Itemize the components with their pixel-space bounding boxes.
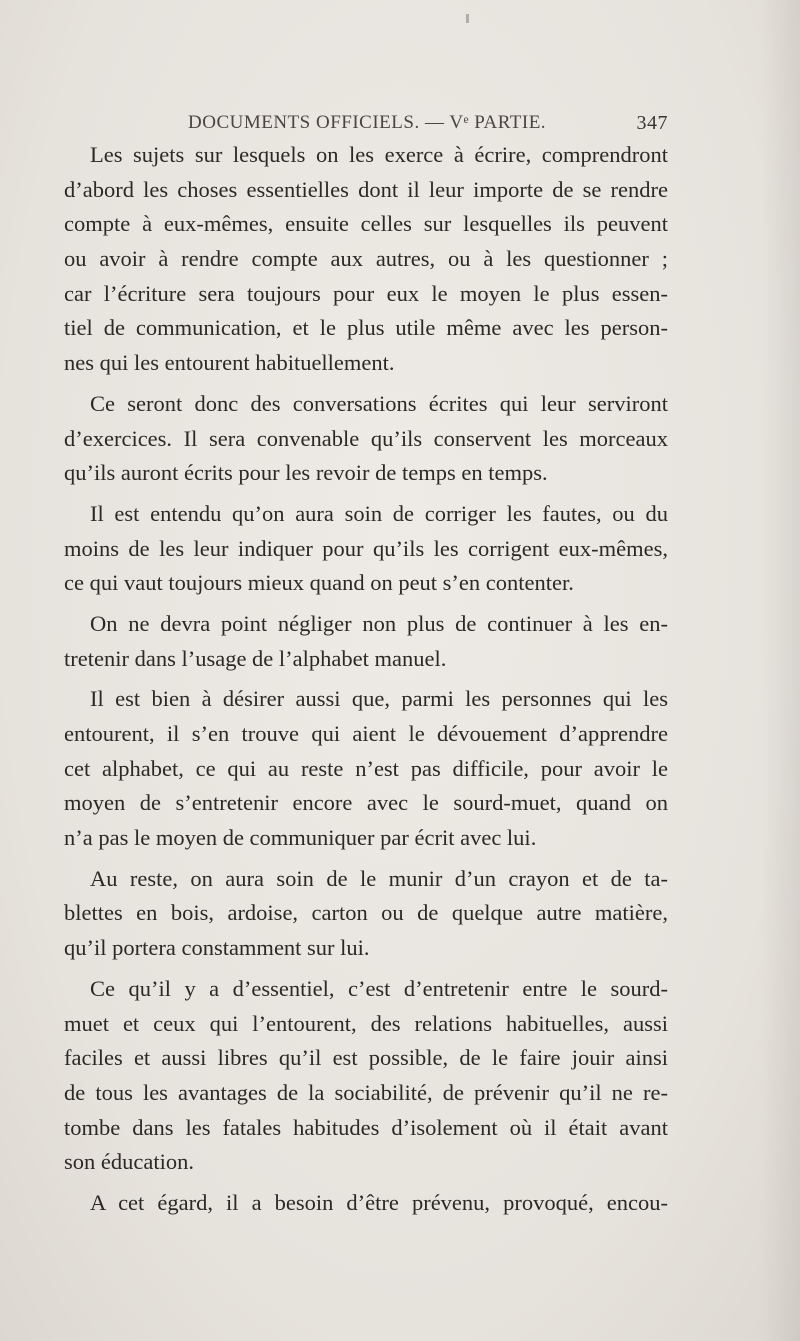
text-line: qu’il portera constamment sur lui. bbox=[64, 935, 370, 961]
text-line: tiel de communication, et le plus utile même avec les person- bbox=[64, 315, 668, 341]
text-line: ou avoir à rendre compte aux autres, ou à les questionner ; bbox=[64, 246, 668, 272]
body-text bbox=[64, 138, 668, 1221]
running-head-title: DOCUMENTS OFFICIELS. — Vᵉ PARTIE. bbox=[188, 112, 547, 133]
text-line: de tous les avantages de la sociabilité, de prévenir qu’il ne re- bbox=[64, 1079, 668, 1105]
text-line: A cet égard, il a besoin d’être prévenu, provoqué, encou- bbox=[90, 1189, 668, 1215]
paragraph bbox=[64, 497, 668, 601]
paragraph bbox=[64, 138, 668, 381]
running-head bbox=[188, 112, 668, 138]
paragraph bbox=[64, 387, 668, 491]
paragraph bbox=[64, 862, 668, 966]
text-line: Il est entendu qu’on aura soin de corriger les fautes, ou du bbox=[90, 500, 668, 526]
text-line: tombe dans les fatales habitudes d’isolement où il était avant bbox=[64, 1114, 668, 1140]
paragraph bbox=[64, 972, 668, 1180]
text-line: cet alphabet, ce qui au reste n’est pas difficile, pour avoir le bbox=[64, 755, 668, 781]
paragraph bbox=[64, 1186, 668, 1221]
text-line: Au reste, on aura soin de le munir d’un crayon et de ta- bbox=[90, 865, 668, 891]
text-line: tretenir dans l’usage de l’alphabet manuel. bbox=[64, 645, 447, 671]
text-line: d’exercices. Il sera convenable qu’ils conservent les morceaux bbox=[64, 425, 668, 451]
text-line: Ce seront donc des conversations écrites qui leur serviront bbox=[90, 390, 668, 416]
text-line: muet et ceux qui l’entourent, des relations habituelles, aussi bbox=[64, 1010, 668, 1036]
text-line: nes qui les entourent habituellement. bbox=[64, 350, 395, 376]
text-line: son éducation. bbox=[64, 1149, 194, 1175]
printer-mark bbox=[466, 14, 469, 23]
text-line: moins de les leur indiquer pour qu’ils les corrigent eux-mêmes, bbox=[64, 535, 668, 561]
text-line: entourent, il s’en trouve qui aient le dévouement d’apprendre bbox=[64, 721, 668, 746]
text-line: Ce qu’il y a d’essentiel, c’est d’entretenir entre le sourd- bbox=[90, 975, 668, 1001]
text-line: d’abord les choses essentielles dont il leur importe de se rendre bbox=[64, 176, 668, 202]
paragraph bbox=[64, 607, 668, 676]
text-line: Il est bien à désirer aussi que, parmi les personnes qui les bbox=[90, 686, 668, 712]
paragraph bbox=[64, 682, 668, 855]
text-line: moyen de s’entretenir encore avec le sourd-muet, quand on bbox=[64, 790, 668, 816]
text-line: faciles et aussi libres qu’il est possible, de le faire jouir ainsi bbox=[64, 1045, 668, 1071]
text-line: compte à eux-mêmes, ensuite celles sur lesquelles ils peuvent bbox=[64, 211, 668, 237]
text-line: blettes en bois, ardoise, carton ou de quelque autre matière, bbox=[64, 900, 668, 926]
text-line: car l’écriture sera toujours pour eux le moyen le plus essen- bbox=[64, 280, 668, 306]
text-line: On ne devra point négliger non plus de continuer à les en- bbox=[90, 610, 668, 636]
text-line: n’a pas le moyen de communiquer par écrit avec lui. bbox=[64, 825, 537, 851]
text-line: qu’ils auront écrits pour les revoir de temps en temps. bbox=[64, 460, 548, 486]
page-number: 347 bbox=[636, 112, 668, 134]
page-edge-shadow bbox=[760, 0, 800, 1341]
text-line: Les sujets sur lesquels on les exerce à écrire, comprendront bbox=[90, 142, 668, 167]
text-line: ce qui vaut toujours mieux quand on peut s’en contenter. bbox=[64, 570, 574, 596]
